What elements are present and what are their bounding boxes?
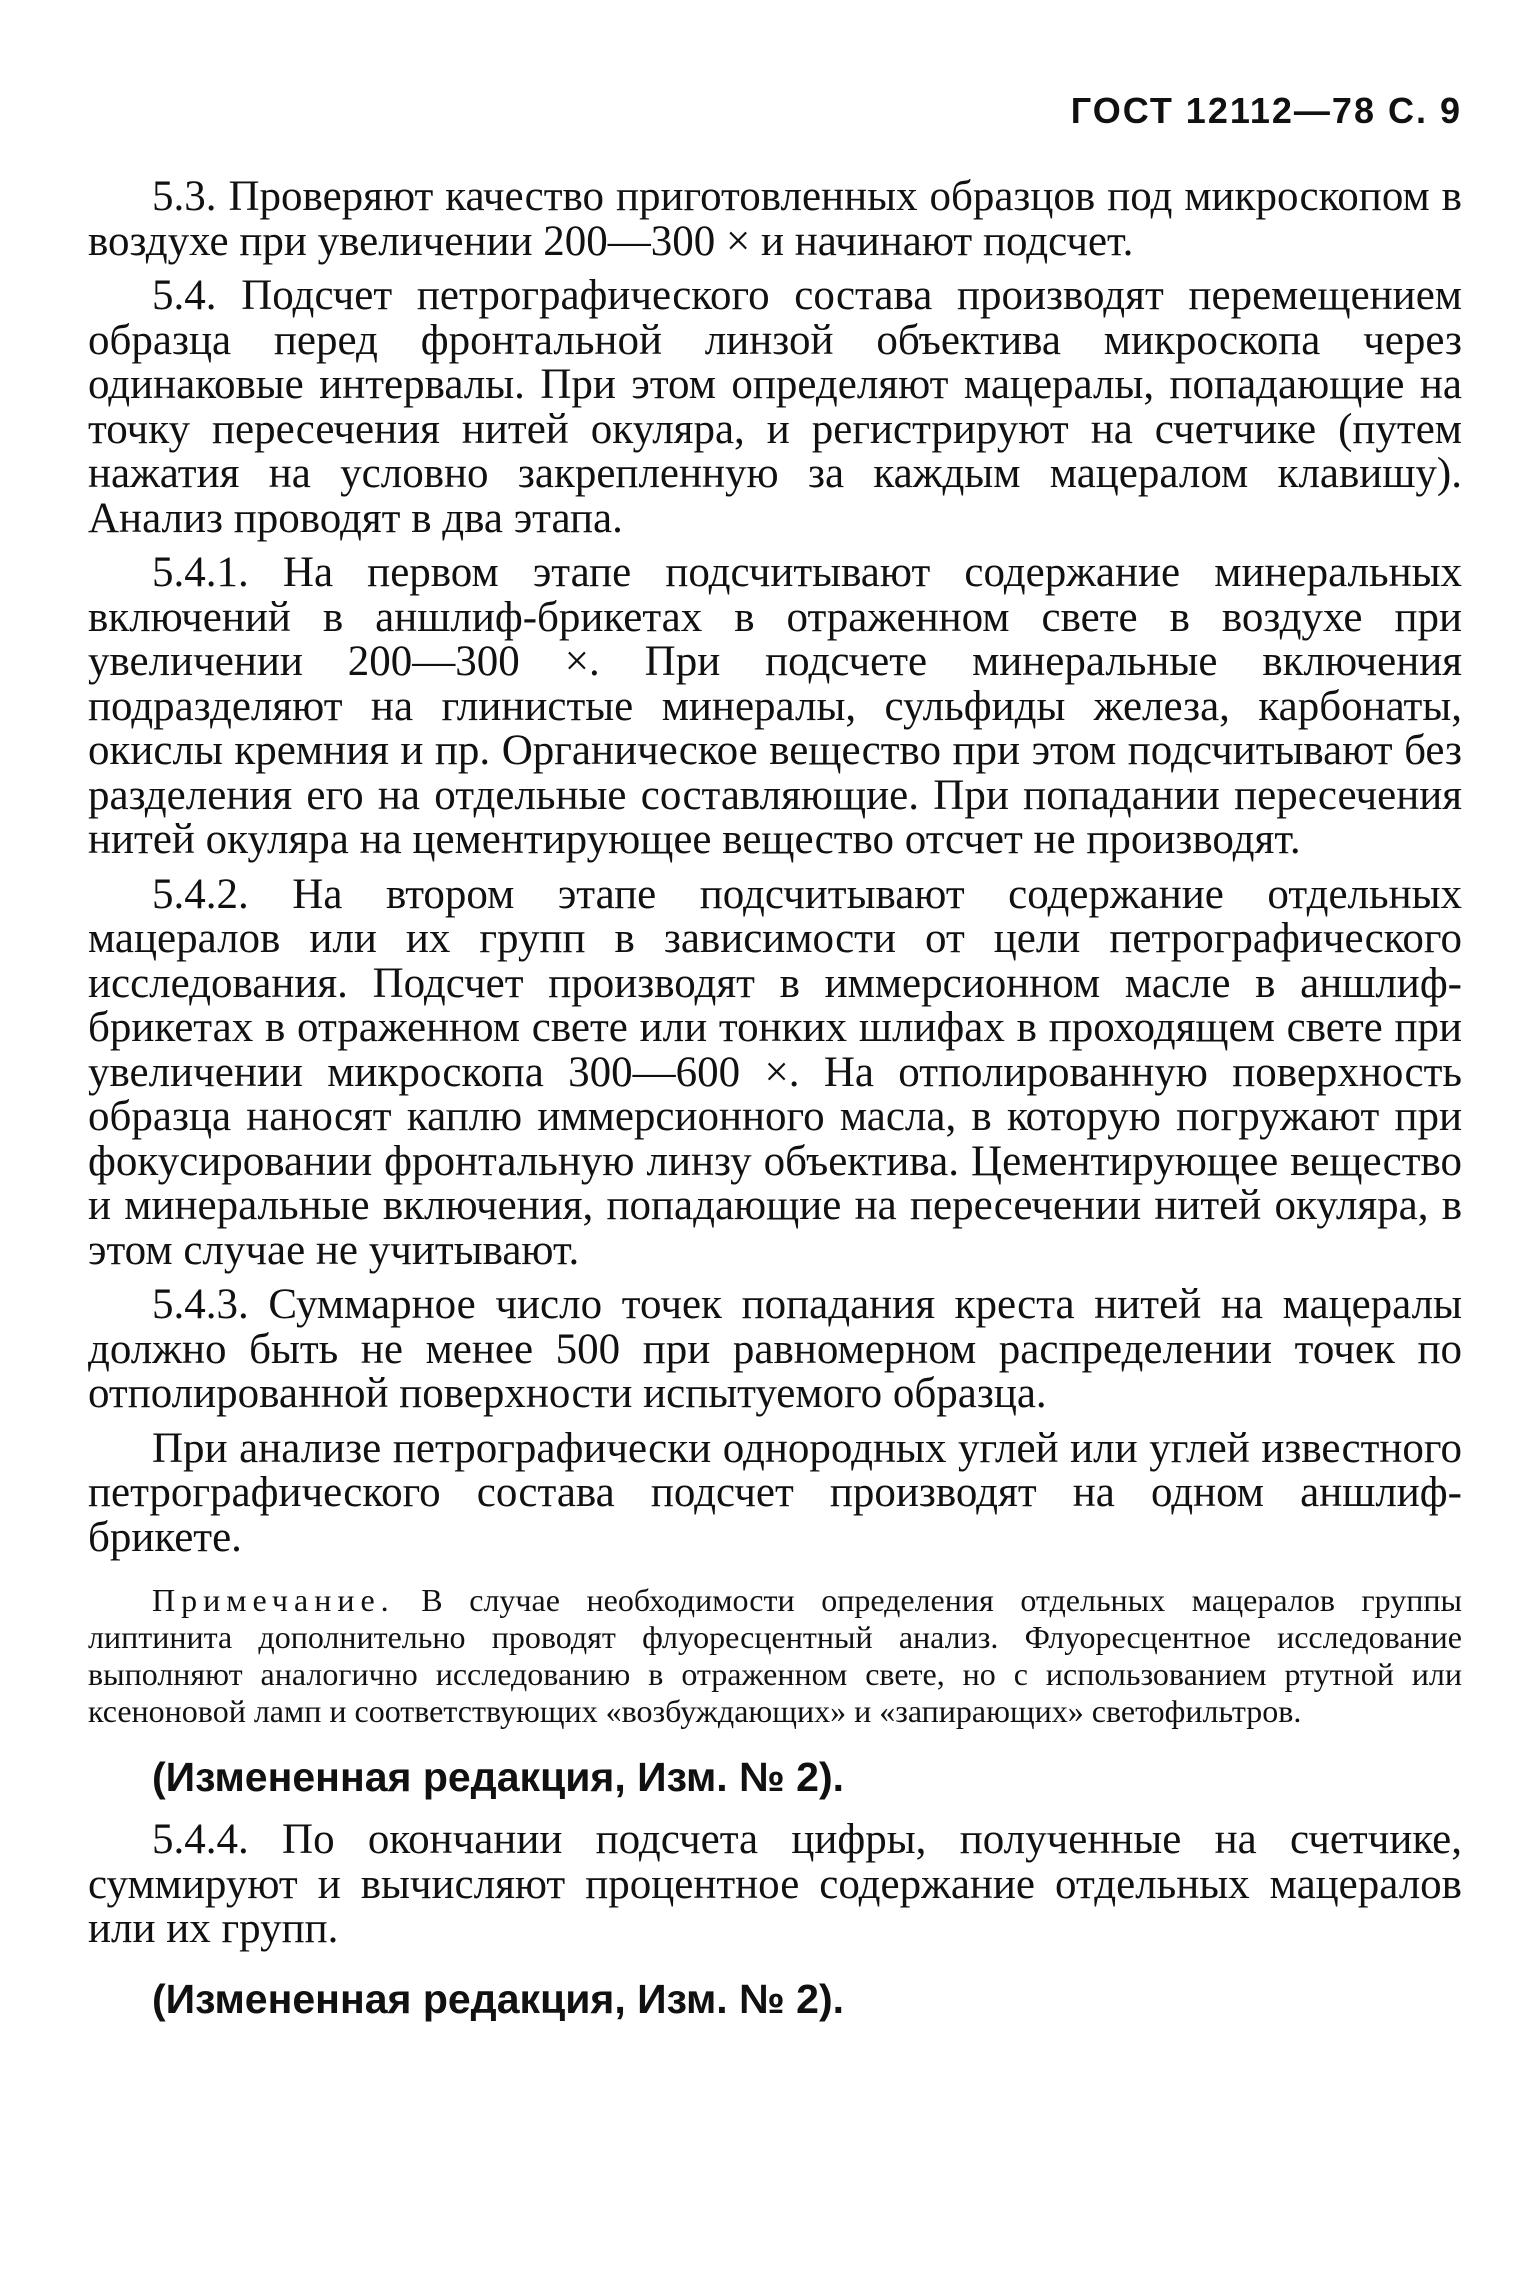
paragraph-analysis: При анализе петрографически однородных углей или углей известного петрографического состава подсчет производят на одном аншлиф-брикете.: [88, 1424, 1462, 1561]
note-text: В случае необходимости определения отдельных мацералов группы липтинита дополнительно проводят флуоресцентный анализ. Флуоресцентное исследование выполняют аналогично исследованию в отраженном свете, но с использованием ртутной или ксеноновой ламп и соответствующих «возбуждающих» и «запирающих» светофильтров.: [88, 1582, 1463, 1729]
document-body: [88, 175, 1462, 2040]
paragraph-5-4-2: 5.4.2. На втором этапе подсчитывают содержание отдельных мацералов или их групп в зависимости от цели петрографического исследования. Подсчет производят в иммерсионном масле в аншлиф-брикетах в отраженном свете или тонких шлифах в проходящем свете при увеличении микроскопа 300—600 ×. На отполированную поверхность образца наносят каплю иммерсионного масла, в которую погружают при фокусировании фронтальную линзу объектива. Цементирующее вещество и минеральные включения, попадающие на пересечении нитей окуляра, в этом случае не учитывают.: [88, 870, 1462, 1274]
note: [88, 1582, 1462, 1730]
amendment-note-2: (Измененная редакция, Изм. № 2).: [152, 1975, 845, 2022]
paragraph-5-4-3: 5.4.3. Суммарное число точек попадания креста нитей на мацералы должно быть не менее 500 при равномерном распределении точек по отполированной поверхности испытуемого образца.: [88, 1281, 1462, 1417]
paragraph-5-3: 5.3. Проверяют качество приготовленных образцов под микроскопом в воздухе при увеличении 200—300 × и начинают подсчет.: [88, 173, 1462, 265]
paragraph-5-4-4: 5.4.4. По окончании подсчета цифры, полученные на счетчике, суммируют и вычисляют процентное содержание отдельных мацералов или их групп.: [88, 1816, 1462, 1952]
paragraph-5-4-1: 5.4.1. На первом этапе подсчитывают содержание минеральных включений в аншлиф-брикетах в отраженном свете в воздухе при увеличении 200—300 ×. При подсчете минеральные включения подразделяют на глинистые минералы, сульфиды железа, карбонаты, окислы кремния и пр. Органическое вещество при этом подсчитывают без разделения его на отдельные составляющие. При попадании пересечения нитей окуляра на цементирующее вещество отсчет не производят.: [88, 549, 1462, 863]
paragraph-5-4: 5.4. Подсчет петрографического состава производят перемещением образца перед фронтальной линзой объектива микроскопа через одинаковые интервалы. При этом определяют мацералы, попадающие на точку пересечения нитей окуляра, и регистрируют на счетчике (путем нажатия на условно закрепленную за каждым мацералом клавишу). Анализ проводят в два этапа.: [88, 272, 1462, 542]
note-label: Примечание.: [152, 1582, 395, 1618]
running-head: ГОСТ 12112—78 С. 9: [1070, 90, 1462, 131]
amendment-note-1: (Измененная редакция, Изм. № 2).: [152, 1754, 845, 1800]
